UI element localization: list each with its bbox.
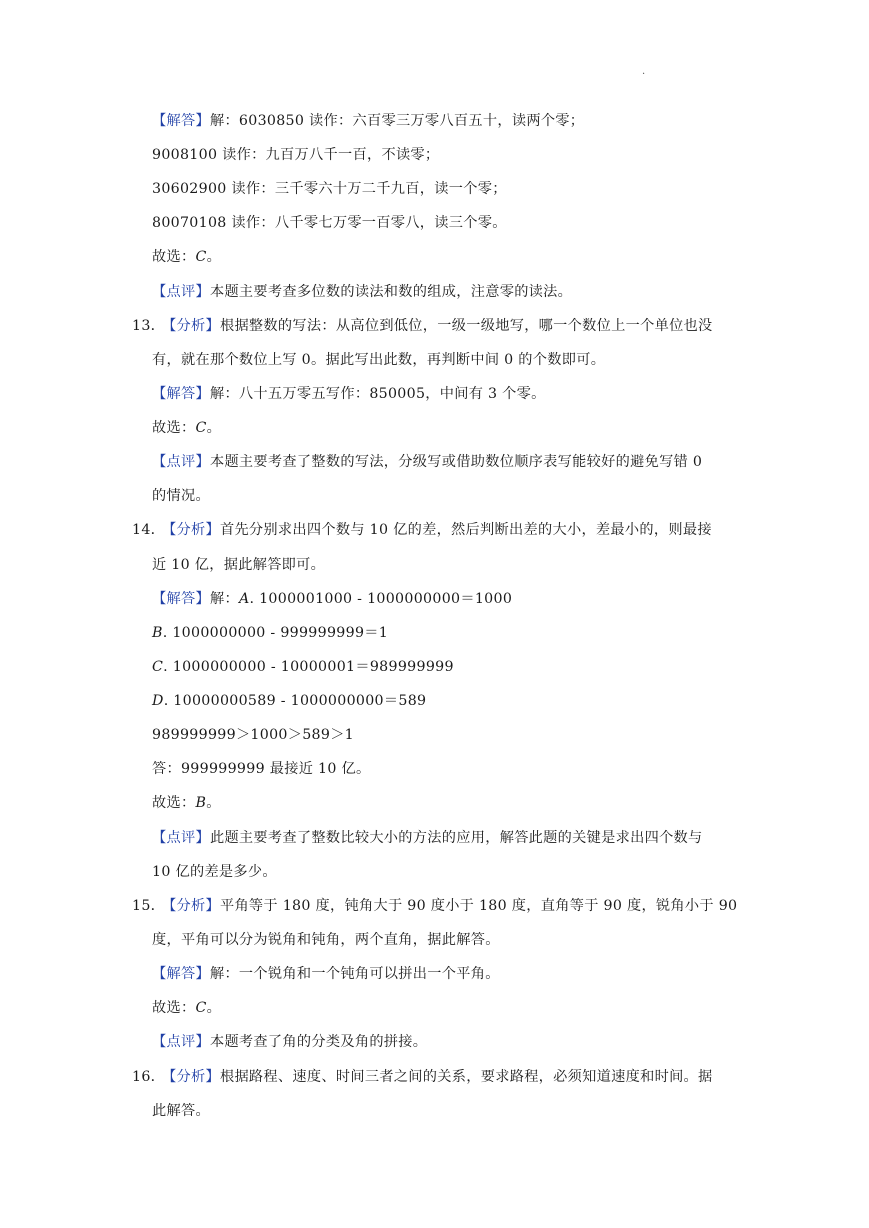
calc-b: . 1000000000 - 999999999＝1 [162,625,389,641]
q12-answer-text-1: 解：6030850 读作：六百零三万零八百五十，读两个零； [209,113,585,129]
q13-comment-line-2: 的情况。 [152,488,210,504]
calc-d: . 10000000589 - 1000000000＝589 [163,693,427,709]
question-number: 15． [132,898,166,914]
q16-analysis-line-1 [132,1067,713,1087]
q14-comment-text-1: 此题主要考查了整数比较大小的方法的应用，解答此题的关键是求出四个数与 [209,830,703,846]
q13-analysis-text-1: 根据整数的写法：从高位到低位，一级一级地写，哪一个数位上一个单位也没 [219,318,713,334]
answer-tag: 【解答】 [152,113,210,129]
q13-analysis-line-1 [132,316,713,336]
q14-choose [152,793,221,813]
question-number: 14． [132,522,166,538]
analysis-tag: 【分析】 [162,1069,220,1085]
comment-tag: 【点评】 [152,454,210,470]
answer-tag: 【解答】 [152,386,210,402]
comment-tag: 【点评】 [152,284,210,300]
answer-tag: 【解答】 [152,966,210,982]
page-mark: . [642,66,646,77]
q14-compare: 989999999＞1000＞589＞1 [152,727,355,743]
q13-comment-line-1 [152,452,702,472]
q15-answer [152,964,500,984]
q15-comment-text: 本题考查了角的分类及角的拼接。 [209,1034,428,1050]
choose-suffix: 。 [206,795,221,811]
q13-answer [152,384,546,404]
choice-letter: C [195,249,207,265]
choose-prefix: 故选： [152,420,196,436]
q16-analysis-text-1: 根据路程、速度、时间三者之间的关系，要求路程，必须知道速度和时间。据 [219,1069,713,1085]
q13-analysis-line-2: 有，就在那个数位上写 0。据此写出此数，再判断中间 0 的个数即可。 [152,352,606,368]
q15-analysis-line-2: 度，平角可以分为锐角和钝角，两个直角，据此解答。 [152,932,500,948]
choice-letter-b: B [152,625,163,641]
choose-prefix: 故选： [152,795,196,811]
question-number: 13． [132,318,166,334]
q14-calc-b [152,623,388,643]
comment-tag: 【点评】 [152,1034,210,1050]
q14-final: 答：999999999 最接近 10 亿。 [152,761,371,777]
question-number: 16． [132,1069,166,1085]
answer-prefix: 解： [209,591,239,607]
choice-letter: B [195,795,207,811]
q14-analysis-text-1: 首先分别求出四个数与 10 亿的差，然后判断出差的大小，差最小的，则最接 [219,522,712,538]
calc-c: . 1000000000 - 10000001＝989999999 [163,659,454,675]
q15-choose [152,998,221,1018]
analysis-tag: 【分析】 [162,522,220,538]
q12-answer-line-4: 80070108 读作：八千零七万零一百零八，读三个零。 [152,215,507,231]
q15-analysis-text-1: 平角等于 180 度，钝角大于 90 度小于 180 度，直角等于 90 度，锐角小于 90 [219,898,738,914]
q12-answer-line-3: 30602900 读作：三千零六十万二千九百，读一个零； [152,181,507,197]
calc-a: . 1000001000 - 1000000000＝1000 [249,591,513,607]
choice-letter-d: D [152,693,164,709]
q14-analysis-line-2: 近 10 亿，据此解答即可。 [152,557,326,573]
q14-calc-d [152,691,426,711]
q12-answer-line-2: 9008100 读作：九百万八千一百，不读零； [152,147,440,163]
q15-analysis-line-1 [132,896,737,916]
q14-comment-line-2: 10 亿的差是多少。 [152,864,277,880]
analysis-tag: 【分析】 [162,898,220,914]
comment-tag: 【点评】 [152,830,210,846]
q12-choose [152,247,221,267]
q13-answer-text: 解：八十五万零五写作：850005，中间有 3 个零。 [209,386,546,402]
answer-tag: 【解答】 [152,591,210,607]
q16-analysis-line-2: 此解答。 [152,1103,210,1119]
q12-comment-text: 本题主要考查多位数的读法和数的组成，注意零的读法。 [209,284,573,300]
q12-answer-line-1 [152,111,584,131]
choice-letter: C [195,420,207,436]
choose-prefix: 故选： [152,1000,196,1016]
choose-suffix: 。 [206,249,222,265]
q15-comment [152,1032,427,1052]
choose-suffix: 。 [206,1000,222,1016]
q14-calc-c [152,657,454,677]
choose-prefix: 故选： [152,249,196,265]
q13-comment-text-1: 本题主要考查了整数的写法，分级写或借助数位顺序表写能较好的避免写错 0 [209,454,703,470]
q13-choose [152,418,221,438]
q14-analysis-line-1 [132,520,712,540]
choice-letter-a: A [238,591,250,607]
choice-letter-c: C [152,659,164,675]
q14-answer-a [152,589,512,609]
q14-comment-line-1 [152,828,703,848]
choose-suffix: 。 [206,420,222,436]
q12-comment [152,282,572,302]
q15-answer-text: 解：一个锐角和一个钝角可以拼出一个平角。 [209,966,500,982]
analysis-tag: 【分析】 [162,318,220,334]
choice-letter: C [195,1000,207,1016]
